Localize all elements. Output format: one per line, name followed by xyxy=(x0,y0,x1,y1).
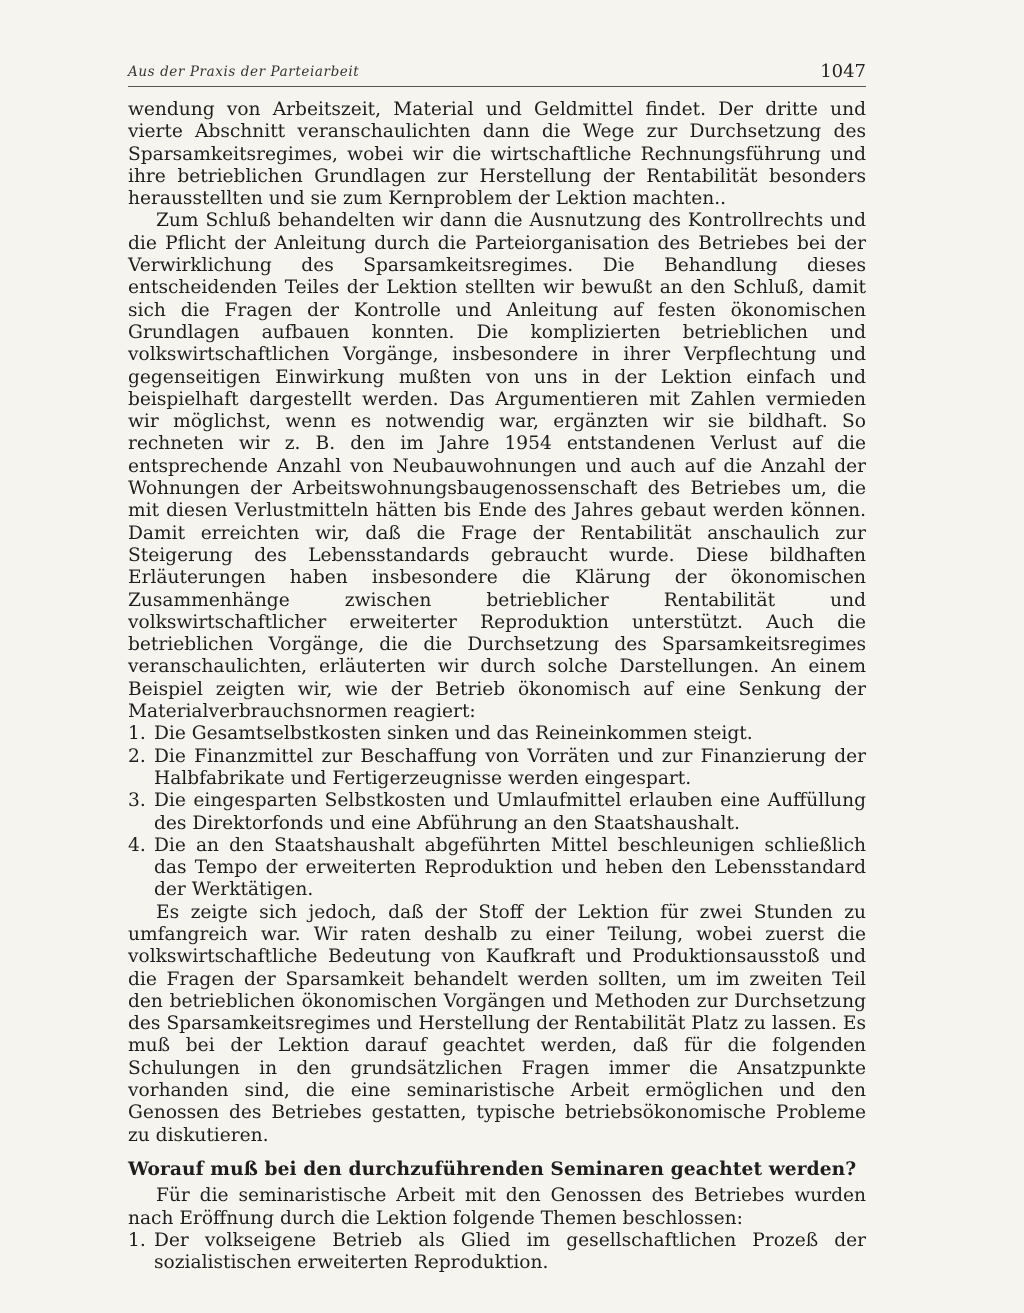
list-text: Die Gesamtselbstkosten sinken und das Reineinkommen steigt. xyxy=(154,723,753,745)
page-number: 1047 xyxy=(820,61,866,82)
list-number: 2. xyxy=(128,745,146,767)
body-text xyxy=(128,99,866,1274)
list-item xyxy=(128,723,866,745)
list-number: 3. xyxy=(128,790,146,812)
paragraph-4: Für die seminaristische Arbeit mit den Genossen des Betriebes wurden nach Eröffnung durch die Lektion folgende Themen beschlossen: xyxy=(128,1185,866,1229)
header-rule xyxy=(128,86,866,87)
paragraph-1: wendung von Arbeitszeit, Material und Geldmittel findet. Der dritte und vierte Abschnitt veranschaulichten dann die Wege zur Durchsetzung des Sparsamkeitsregimes, wobei wir die wirtschaftliche Rechnungsführung und ihre betrieblichen Grundlagen zur Herstellung der Rentabilität besonders herausstellten und sie zum Kernproblem der Lektion machten.. xyxy=(128,99,866,210)
list-text: Die Finanzmittel zur Beschaffung von Vorräten und zur Finanzierung der Halbfabrikate und Fertigerzeugnisse werden eingespart. xyxy=(154,745,866,789)
document-page xyxy=(128,56,866,1274)
paragraph-2: Zum Schluß behandelten wir dann die Ausnutzung des Kontrollrechts und die Pflicht der Anleitung durch die Parteiorganisation des Betriebes bei der Verwirklichung des Sparsamkeitsregimes. Die Behandlung dieses entscheidenden Teiles der Lektion stellten wir bewußt an den Schluß, damit sich die Fragen der Kontrolle und Anleitung auf festen ökonomischen Grundlagen aufbauen konnten. Die komplizierten betrieblichen und volkswirtschaftlichen Vorgänge, insbesondere in ihrer Verpflechtung und gegenseitigen Einwirkung mußten von uns in der Lektion einfach und beispielhaft dargestellt werden. Das Argumentieren mit Zahlen vermieden wir möglichst, wenn es notwendig war, ergänzten wir sie bildhaft. So rechneten wir z. B. den im Jahre 1954 entstandenen Verlust auf die entsprechende Anzahl von Neubauwohnungen und auch auf die Anzahl der Wohnungen der Arbeitswohnungsbaugenossenschaft des Betriebes um, die mit diesen Verlustmitteln hätten bis Ende des Jahres gebaut werden können. Damit erreichten wir, daß die Frage der Rentabilität anschaulich zur Steigerung des Lebensstandards gebraucht wurde. Diese bildhaften Erläuterungen haben insbesondere die Klärung der ökonomischen Zusammenhänge zwischen betrieblicher Rentabilität und volkswirtschaftlicher erweiterter Reproduktion unterstützt. Auch die betrieblichen Vorgänge, die die Durchsetzung des Sparsamkeitsregimes veranschaulichten, erläuterten wir durch solche Darstellungen. An einem Beispiel zeigten wir, wie der Betrieb ökonomisch auf eine Senkung der Materialverbrauchsnormen reagiert: xyxy=(128,210,866,723)
list-item xyxy=(128,835,866,902)
section-heading: Worauf muß bei den durchzuführenden Seminaren geachtet werden? xyxy=(128,1158,857,1180)
list-item xyxy=(128,790,866,835)
running-head: Aus der Praxis der Parteiarbeit xyxy=(128,64,360,80)
list-number: 1. xyxy=(128,723,146,745)
paragraph-3: Es zeigte sich jedoch, daß der Stoff der Lektion für zwei Stunden zu umfangreich war. Wir raten deshalb zu einer Teilung, wobei zuerst die volkswirtschaftliche Bedeutung von Kaufkraft und Produktionsausstoß und die Fragen der Sparsamkeit behandelt werden sollten, um im zweiten Teil den betrieblichen ökonomischen Vorgängen und Methoden zur Durchsetzung des Sparsamkeitsregimes und Herstellung der Rentabilität Platz zu lassen. Es muß bei der Lektion darauf geachtet werden, daß für die folgenden Schulungen in den grundsätzlichen Fragen immer die Ansatzpunkte vorhanden sind, die eine seminaristische Arbeit ermöglichen und den Genossen des Betriebes gestatten, typische betriebsökonomische Probleme zu diskutieren. xyxy=(128,901,866,1146)
list-number: 1. xyxy=(128,1229,146,1251)
list-text: Die eingesparten Selbstkosten und Umlaufmittel erlauben eine Auffüllung des Direktorfonds und eine Abführung an den Staatshaushalt. xyxy=(154,790,866,834)
list-item xyxy=(128,1230,866,1275)
list-number: 4. xyxy=(128,834,146,856)
list-text: Der volkseigene Betrieb als Glied im gesellschaftlichen Prozeß der sozialistischen erweiterten Reproduktion. xyxy=(154,1229,866,1274)
list-text: Die an den Staatshaushalt abgeführten Mittel beschleunigen schließlich das Tempo der erweiterten Reproduktion und heben den Lebensstandard der Werktätigen. xyxy=(154,834,866,901)
list-item xyxy=(128,746,866,791)
page-header xyxy=(128,56,866,82)
topics-list xyxy=(128,1230,866,1275)
effects-list xyxy=(128,723,866,901)
